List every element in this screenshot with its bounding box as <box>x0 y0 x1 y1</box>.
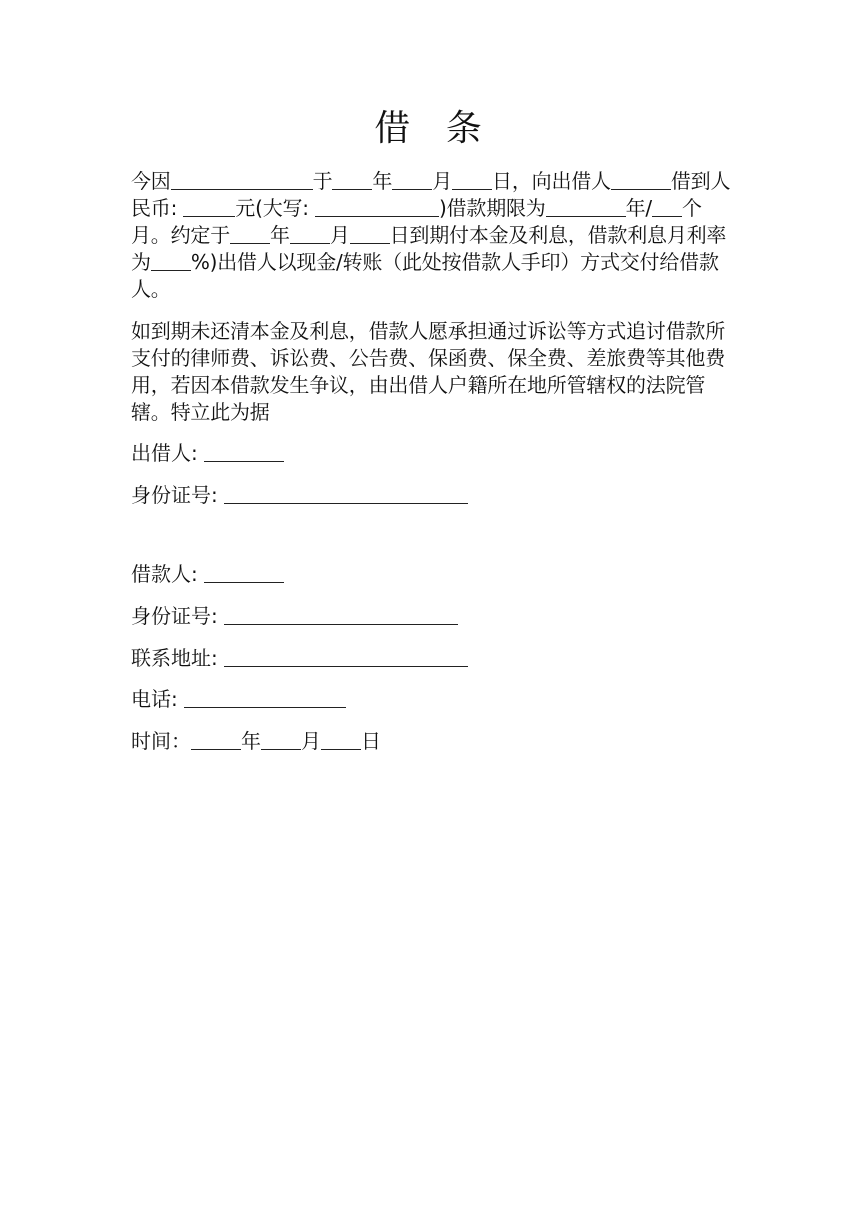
text-segment: 月 <box>329 223 350 247</box>
lender-id-row <box>131 482 468 509</box>
text-segment: 借到 <box>670 169 711 193</box>
document-title: 借 条 <box>374 108 494 149</box>
text-segment: 人民币: <box>131 169 731 220</box>
borrower-address-label: 联系地址: <box>131 646 225 670</box>
day-label: 日 <box>361 729 381 753</box>
month-label: 月 <box>301 729 321 753</box>
borrower-name-row <box>131 561 284 588</box>
text-segment: 今因 <box>131 169 171 193</box>
text-segment: 月 <box>432 169 453 193</box>
fill-in-blank[interactable] <box>230 223 270 244</box>
fill-in-blank[interactable] <box>546 196 626 217</box>
borrower-name-label: 借款人: <box>131 562 205 586</box>
fill-in-blank[interactable] <box>315 196 439 217</box>
fill-in-blank[interactable] <box>183 196 235 217</box>
text-segment: 元(大写: <box>235 196 315 220</box>
borrower-id-blank[interactable] <box>224 604 458 625</box>
day-blank[interactable] <box>321 729 361 750</box>
borrower-id-label: 身份证号: <box>131 604 225 628</box>
fill-in-blank[interactable] <box>392 169 432 190</box>
year-label: 年 <box>241 729 261 753</box>
year-blank[interactable] <box>191 729 241 750</box>
text-segment: 年 <box>372 169 393 193</box>
fill-in-blank[interactable] <box>611 169 671 190</box>
borrower-address-blank[interactable] <box>224 646 468 667</box>
loan-terms-paragraph <box>131 168 731 303</box>
fill-in-blank[interactable] <box>332 169 372 190</box>
text-segment: 年/ <box>625 196 652 220</box>
borrower-address-row <box>131 645 468 672</box>
borrower-phone-row <box>131 686 346 713</box>
text-segment: %)出借人以现金/转账（此处按借款人手印）方式交付给借款人。 <box>131 250 719 301</box>
month-blank[interactable] <box>261 729 301 750</box>
liability-paragraph: 如到期未还清本金及利息，借款人愿承担通过诉讼等方式追讨借款所支付的律师费、诉讼费、公告费、保函费、保全费、差旅费等其他费用，若因本借款发生争议，由出借人户籍所在地所管辖权的法院管辖。特立此为据 <box>131 319 725 424</box>
fill-in-blank[interactable] <box>290 223 330 244</box>
lender-name-label: 出借人: <box>131 441 205 465</box>
lender-id-label: 身份证号: <box>131 483 225 507</box>
lender-id-blank[interactable] <box>224 483 468 504</box>
borrower-phone-blank[interactable] <box>184 687 346 708</box>
text-segment: 年 <box>270 223 290 247</box>
text-segment: 日，向出借人 <box>492 169 611 193</box>
lender-name-row <box>131 440 284 467</box>
fill-in-blank[interactable] <box>151 250 191 271</box>
text-segment: )借款期限为 <box>439 196 546 220</box>
date-label: 时间： <box>131 729 191 753</box>
date-row <box>131 728 381 755</box>
borrower-name-blank[interactable] <box>204 562 284 583</box>
fill-in-blank[interactable] <box>350 223 390 244</box>
borrower-phone-label: 电话: <box>131 687 185 711</box>
fill-in-blank[interactable] <box>452 169 492 190</box>
lender-name-blank[interactable] <box>204 441 284 462</box>
text-segment: 于 <box>312 169 333 193</box>
borrower-id-row <box>131 603 458 630</box>
fill-in-blank[interactable] <box>652 196 682 217</box>
text-segment: 日到期付本金及利息，借款利息月 <box>389 223 687 247</box>
text-segment: 个月。约定于 <box>131 196 702 247</box>
fill-in-blank[interactable] <box>171 169 313 190</box>
text-segment: 利率为 <box>131 223 727 274</box>
